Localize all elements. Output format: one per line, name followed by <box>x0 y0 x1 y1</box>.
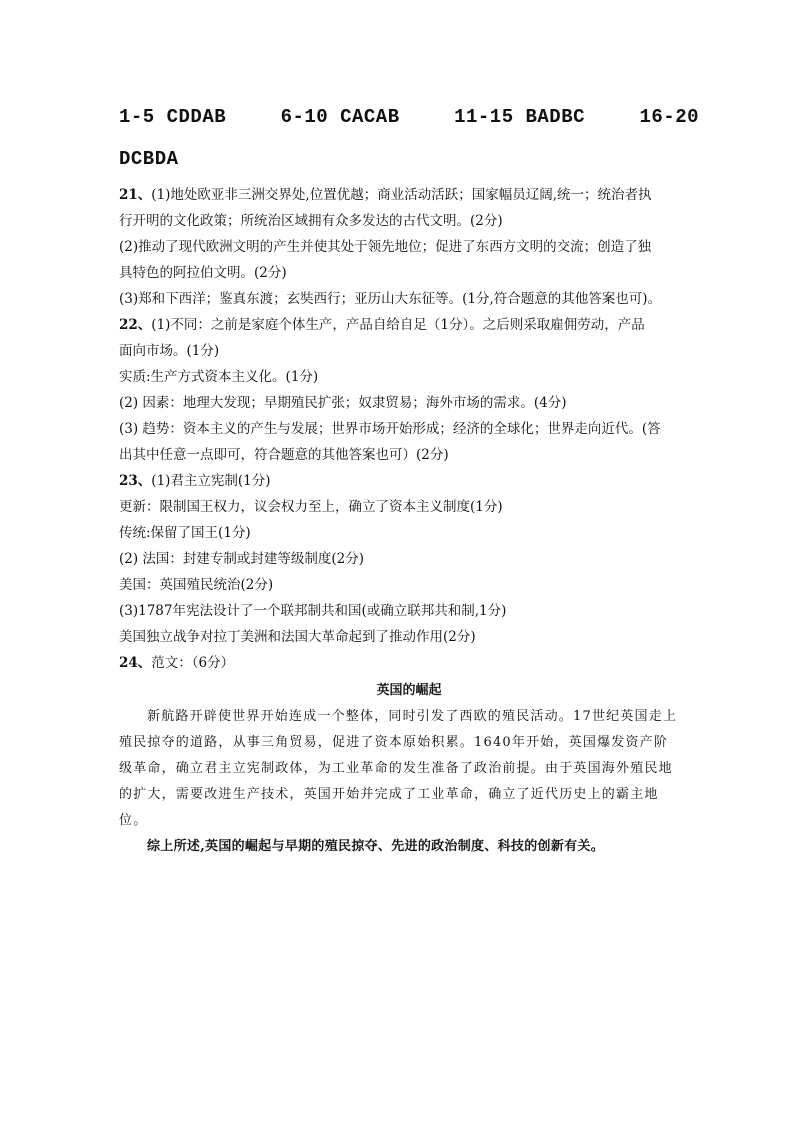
q23-line-2: 更新：限制国王权力，议会权力至上，确立了资本主义制度(1分) <box>119 499 503 515</box>
q23-line-4: (2) 法国：封建专制或封建等级制度(2分) <box>119 551 365 567</box>
q22-line-3: 实质:生产方式资本主义化。(1分) <box>119 369 319 385</box>
q23-line-1: 23、(1)君主立宪制(1分) <box>119 473 271 489</box>
mc-group-16-20: 16-20 <box>639 106 699 128</box>
q21-number: 21、 <box>119 187 152 203</box>
mc-group-16-20-answers: DCBDA <box>119 148 179 170</box>
mc-group-1-5: 1-5 CDDAB <box>119 106 227 128</box>
q23-line-6: (3)1787年宪法设计了一个联邦制共和国(或确立联邦共和制,1分) <box>119 603 507 619</box>
multiple-choice-answers <box>119 106 699 128</box>
q22-number: 22、 <box>119 317 152 333</box>
q22-line-1: 22、(1)不同：之前是家庭个体生产，产品自给自足（1分）。之后则采取雇佣劳动，产品 <box>119 317 645 333</box>
mc-group-11-15: 11-15 BADBC <box>454 106 586 128</box>
q23-number: 23、 <box>119 473 152 489</box>
q21-line-1: 21、(1)地处欧亚非三洲交界处,位置优越；商业活动活跃；国家幅员辽阔,统一；统治者执 <box>119 187 652 203</box>
answer-body <box>119 182 699 860</box>
q21-line-3: (2)推动了现代欧洲文明的产生并使其处于领先地位；促进了东西方文明的交流；创造了独 <box>119 239 652 255</box>
q22-line-5: (3) 趋势：资本主义的产生与发展；世界市场开始形成；经济的全球化；世界走向近代。(答 <box>119 421 661 437</box>
essay-paragraph-1: 新航路开辟使世界开始连成一个整体，同时引发了西欧的殖民活动。17世纪英国走上殖民掠夺的道路，从事三角贸易，促进了资本原始积累。1640年开始，英国爆发资产阶级革命，确立君主立宪制政体，为工业革命的发生准备了政治前提。由于英国海外殖民地的扩大，需要改进生产技术，英国开始并完成了工业革命，确立了近代历史上的霸主地位。 <box>119 709 678 828</box>
q23-line-3: 传统:保留了国王(1分) <box>119 525 251 541</box>
q21-line-2: 行开明的文化政策；所统治区域拥有众多发达的古代文明。(2分) <box>119 213 503 229</box>
q24-line-1: 24、范文：（6分） <box>119 655 235 671</box>
q21-line-4: 具特色的阿拉伯文明。(2分) <box>119 265 287 281</box>
q21-line-5: (3)郑和下西洋；鉴真东渡；玄奘西行；亚历山大东征等。(1分,符合题意的其他答案也可)。 <box>119 291 662 307</box>
essay-conclusion: 综上所述,英国的崛起与早期的殖民掠夺、先进的政治制度、科技的创新有关。 <box>147 839 605 854</box>
q23-line-5: 美国：英国殖民统治(2分) <box>119 577 274 593</box>
q24-number: 24、 <box>119 655 152 671</box>
q22-line-4: (2) 因素：地理大发现；早期殖民扩张；奴隶贸易；海外市场的需求。(4分) <box>119 395 567 411</box>
q23-line-7: 美国独立战争对拉丁美洲和法国大革命起到了推动作用(2分) <box>119 629 476 645</box>
q22-line-6: 出其中任意一点即可，符合题意的其他答案也可）(2分) <box>119 447 449 463</box>
mc-group-6-10: 6-10 CACAB <box>280 106 400 128</box>
q22-line-2: 面向市场。(1分) <box>119 343 220 359</box>
essay-title: 英国的崛起 <box>376 683 442 698</box>
